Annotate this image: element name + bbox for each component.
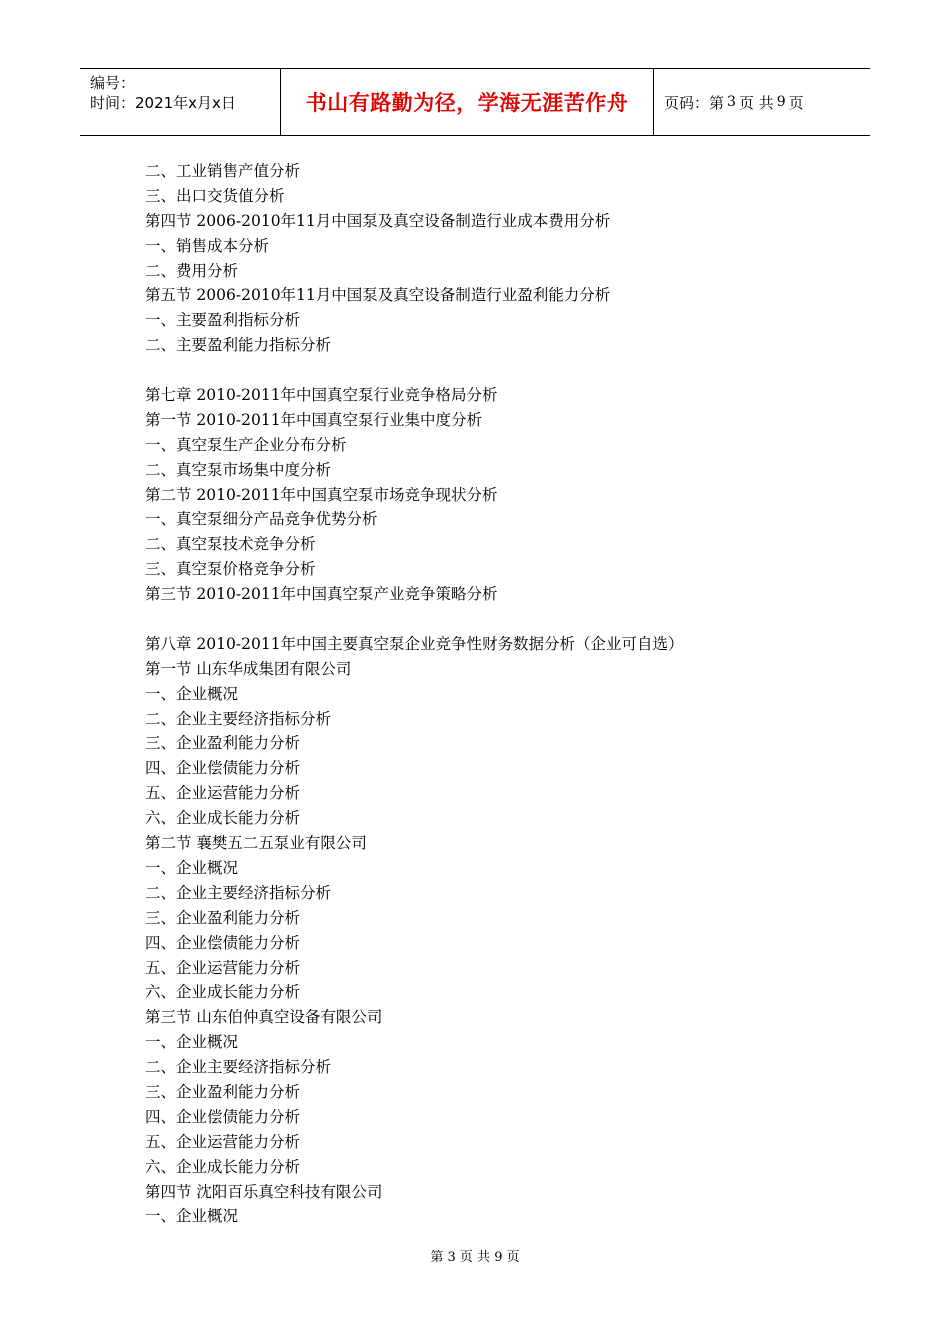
toc-item: 三、企业盈利能力分析 [145,908,301,927]
page-header [80,68,870,136]
page-mid: 页 共 [738,93,774,112]
toc-item: 四、企业偿债能力分析 [145,759,301,778]
page-footer: 第 3 页 共 9 页 [430,1250,520,1265]
toc-item: 一、企业概况 [145,858,239,877]
toc-item: 一、企业概况 [145,684,239,703]
toc-item: 第二节 2010-2011年中国真空泵市场竞争现状分析 [145,485,498,504]
toc-item: 一、企业概况 [145,1207,239,1226]
header-info-cell [80,69,281,135]
toc-item: 第二节 襄樊五二五泵业有限公司 [145,834,367,853]
toc-item: 五、企业运营能力分析 [145,784,301,803]
page-total: 9 [776,94,786,110]
toc-item: 三、企业盈利能力分析 [145,734,301,753]
header-page-cell [654,69,870,135]
header-motto-cell [281,69,654,135]
toc-item: 第三节 2010-2011年中国真空泵产业竞争策略分析 [145,585,498,604]
page-suffix: 页 [788,93,804,112]
toc-item: 一、真空泵细分产品竞争优势分析 [145,510,378,529]
toc-item: 一、主要盈利指标分析 [145,311,301,330]
page-prefix: 页码：第 [664,93,725,112]
toc-item: 一、真空泵生产企业分布分析 [145,435,347,454]
time-label: 时间：2021年x月x日 [90,94,236,112]
toc-item: 六、企业成长能力分析 [145,983,301,1002]
toc-item: 三、真空泵价格竞争分析 [145,560,316,579]
page-current: 3 [727,94,736,110]
toc-item: 第四节 沈阳百乐真空科技有限公司 [145,1182,383,1201]
toc-item: 一、销售成本分析 [145,236,270,255]
toc-item: 三、企业盈利能力分析 [145,1082,301,1101]
toc-item: 六、企业成长能力分析 [145,809,301,828]
code-label: 编号： [90,74,136,92]
toc-item: 六、企业成长能力分析 [145,1157,301,1176]
toc-item: 第一节 山东华成集团有限公司 [145,659,352,678]
blank-line [145,607,845,632]
toc-item: 第三节 山东伯仲真空设备有限公司 [145,1008,383,1027]
motto-text: 书山有路勤为径，学海无涯苦作舟 [305,91,629,115]
toc-item: 二、企业主要经济指标分析 [145,883,332,902]
toc-item: 四、企业偿债能力分析 [145,933,301,952]
toc-item: 二、企业主要经济指标分析 [145,1058,332,1077]
toc-item: 第八章 2010-2011年中国主要真空泵企业竞争性财务数据分析（企业可自选） [145,634,684,653]
toc-item: 二、企业主要经济指标分析 [145,709,332,728]
toc-item: 第四节 2006-2010年11月中国泵及真空设备制造行业成本费用分析 [145,211,611,230]
toc-item: 二、费用分析 [145,261,239,280]
toc-item: 三、出口交货值分析 [145,186,285,205]
toc-item: 五、企业运营能力分析 [145,958,301,977]
toc-item: 第五节 2006-2010年11月中国泵及真空设备制造行业盈利能力分析 [145,286,611,305]
toc-item: 五、企业运营能力分析 [145,1132,301,1151]
toc-item: 四、企业偿债能力分析 [145,1107,301,1126]
toc-item: 二、主要盈利能力指标分析 [145,336,332,355]
toc-item: 第一节 2010-2011年中国真空泵行业集中度分析 [145,410,483,429]
toc-item: 二、工业销售产值分析 [145,162,301,180]
toc-item: 第七章 2010-2011年中国真空泵行业竞争格局分析 [145,386,498,405]
table-of-contents [145,159,845,1229]
toc-item: 二、真空泵技术竞争分析 [145,535,316,554]
toc-item: 二、真空泵市场集中度分析 [145,460,332,479]
blank-line [145,358,845,383]
toc-item: 一、企业概况 [145,1033,239,1052]
